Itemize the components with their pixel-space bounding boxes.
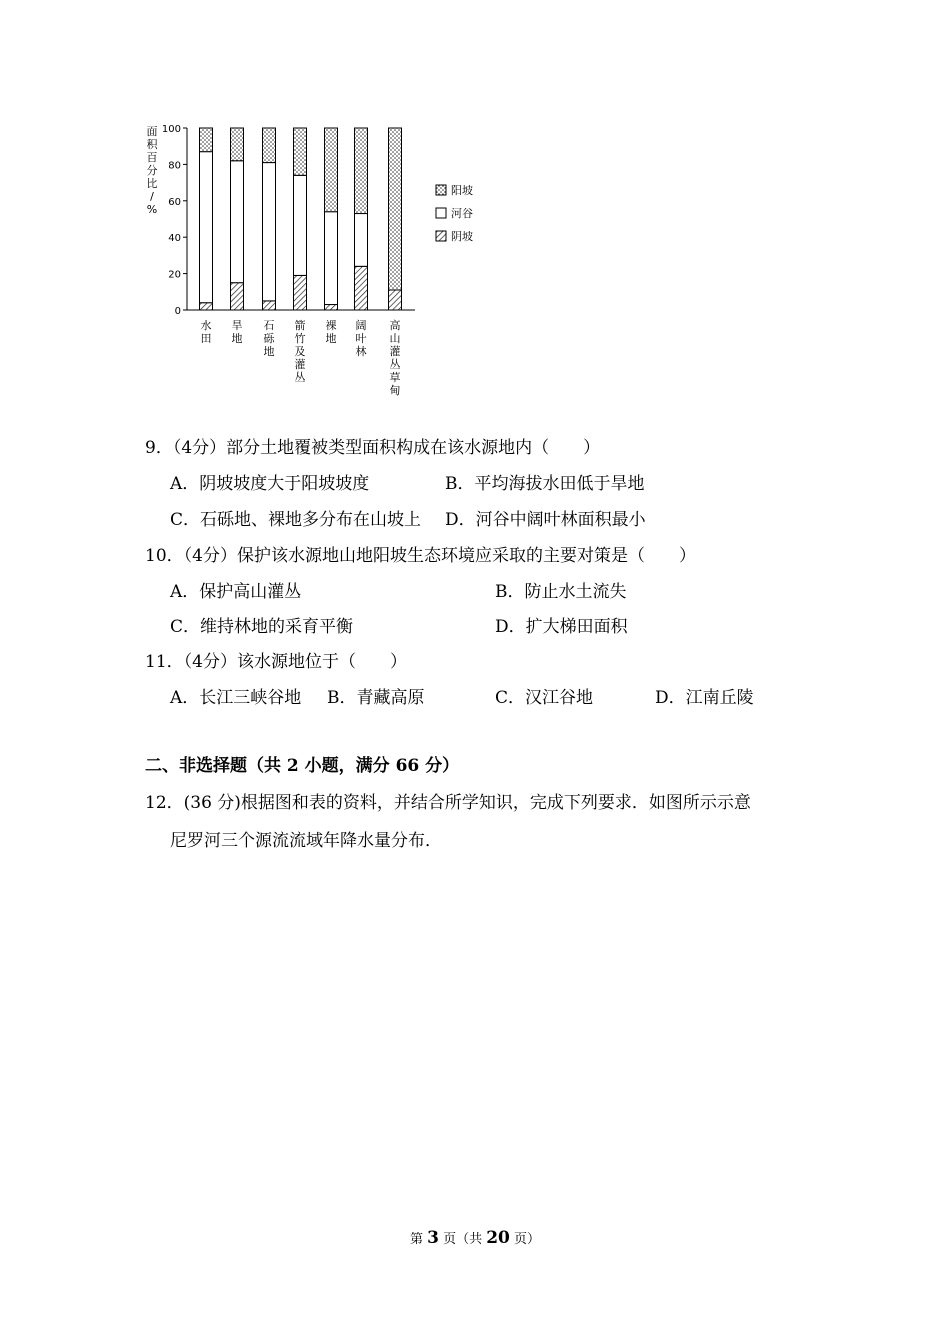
svg-text:地: 地 bbox=[263, 345, 275, 358]
y-tick-label: 20 bbox=[168, 269, 181, 281]
svg-text:灌: 灌 bbox=[294, 358, 306, 371]
y-tick-label: 100 bbox=[161, 124, 181, 135]
question-10-option-d: D．扩大梯田面积 bbox=[495, 617, 628, 637]
question-10-option-b: B．防止水土流失 bbox=[495, 582, 627, 602]
y-axis-label-char: 面 bbox=[146, 125, 158, 138]
bar-segment bbox=[355, 214, 368, 267]
y-tick-label: 60 bbox=[168, 196, 181, 208]
question-11-option-d: D．江南丘陵 bbox=[655, 688, 754, 708]
svg-text:水: 水 bbox=[200, 319, 212, 332]
svg-text:阔: 阔 bbox=[355, 319, 367, 332]
page-footer bbox=[0, 1228, 950, 1248]
svg-text:裸: 裸 bbox=[325, 319, 337, 332]
bar-segment bbox=[263, 128, 276, 163]
y-axis-label-char: 比 bbox=[146, 177, 158, 190]
svg-text:山: 山 bbox=[389, 332, 401, 345]
svg-text:地: 地 bbox=[325, 332, 337, 345]
bar-segment bbox=[231, 283, 244, 310]
x-tick-label bbox=[356, 318, 367, 358]
svg-text:竹: 竹 bbox=[294, 332, 306, 345]
x-tick-label bbox=[295, 318, 306, 384]
bar-segment bbox=[294, 275, 307, 310]
question-10-stem: 10．（4分）保护该水源地山地阳坡生态环境应采取的主要对策是（ ） bbox=[145, 546, 696, 566]
footer-page-number: 3 bbox=[427, 1228, 439, 1248]
bar-segment bbox=[355, 266, 368, 310]
bar-segment bbox=[325, 128, 338, 212]
bar-segment bbox=[231, 128, 244, 161]
bar-segment bbox=[325, 212, 338, 305]
legend-swatch bbox=[436, 208, 446, 218]
svg-text:灌: 灌 bbox=[389, 345, 401, 358]
bar-segment bbox=[200, 128, 213, 152]
x-tick-label bbox=[201, 318, 212, 345]
y-axis-label-char: 百 bbox=[146, 151, 158, 164]
y-tick-label: 40 bbox=[168, 233, 181, 245]
svg-text:草: 草 bbox=[389, 371, 401, 384]
footer-pre: 第 bbox=[409, 1232, 428, 1247]
y-axis-label bbox=[147, 125, 159, 216]
footer-post: 页） bbox=[509, 1232, 541, 1247]
svg-text:及: 及 bbox=[294, 345, 306, 358]
bar-segment bbox=[355, 128, 368, 214]
question-9-stem: 9．（4分）部分土地覆被类型面积构成在该水源地内（ ） bbox=[145, 438, 601, 458]
question-9-option-c: C．石砾地、裸地多分布在山坡上 bbox=[170, 510, 422, 530]
bar-segment bbox=[325, 305, 338, 310]
svg-text:砾: 砾 bbox=[263, 332, 275, 345]
bar-segment bbox=[231, 161, 244, 283]
y-tick-label: 80 bbox=[168, 160, 181, 172]
bar-segment bbox=[389, 128, 402, 290]
question-10-option-c: C．维持林地的采育平衡 bbox=[170, 617, 354, 637]
svg-text:甸: 甸 bbox=[389, 384, 401, 397]
svg-text:地: 地 bbox=[231, 332, 243, 345]
bar-segment bbox=[263, 163, 276, 301]
y-axis-label-char: 分 bbox=[146, 164, 158, 177]
bar-segment bbox=[294, 175, 307, 275]
bar-segment bbox=[389, 290, 402, 310]
question-11-option-b: B．青藏高原 bbox=[327, 688, 425, 708]
y-tick-label: 0 bbox=[174, 306, 181, 317]
svg-text:高: 高 bbox=[389, 319, 401, 332]
land-cover-chart bbox=[140, 115, 500, 405]
bar-segment bbox=[200, 303, 213, 310]
question-10-option-a: A．保护高山灌丛 bbox=[170, 582, 302, 602]
svg-text:石: 石 bbox=[263, 319, 275, 332]
legend-label: 阳坡 bbox=[451, 184, 473, 197]
bar-segment bbox=[200, 152, 213, 303]
svg-text:田: 田 bbox=[200, 332, 212, 345]
x-tick-label bbox=[326, 319, 337, 345]
bar-segment bbox=[263, 301, 276, 310]
legend-swatch bbox=[436, 185, 446, 195]
svg-text:丛: 丛 bbox=[294, 371, 306, 384]
x-tick-label bbox=[390, 318, 401, 397]
x-tick-label bbox=[264, 319, 276, 358]
svg-text:林: 林 bbox=[355, 345, 367, 358]
legend-label: 河谷 bbox=[451, 207, 473, 220]
section-2-title: 二、非选择题（共 2 小题，满分 66 分） bbox=[145, 756, 460, 776]
footer-total-pages: 20 bbox=[486, 1228, 510, 1248]
legend-swatch bbox=[436, 231, 446, 241]
question-11-stem: 11．（4分）该水源地位于（ ） bbox=[145, 652, 407, 672]
question-12-line2: 尼罗河三个源流流域年降水量分布． bbox=[170, 831, 442, 851]
y-axis-label-char: 积 bbox=[146, 138, 158, 151]
question-12-line1: 12．(36 分)根据图和表的资料，并结合所学知识，完成下列要求．如图所示示意 bbox=[145, 793, 751, 813]
question-9-option-a: A．阴坡坡度大于阳坡坡度 bbox=[170, 474, 370, 494]
legend-label: 阴坡 bbox=[451, 230, 473, 243]
svg-text:叶: 叶 bbox=[355, 332, 367, 345]
svg-text:旱: 旱 bbox=[231, 319, 243, 332]
y-axis-label-char: / bbox=[150, 190, 154, 203]
question-11-option-a: A．长江三峡谷地 bbox=[170, 688, 302, 708]
y-axis-label-char: % bbox=[146, 203, 158, 216]
x-tick-label bbox=[232, 319, 243, 345]
svg-text:箭: 箭 bbox=[294, 319, 306, 332]
question-9-option-b: B．平均海拔水田低于旱地 bbox=[445, 474, 645, 494]
bar-segment bbox=[294, 128, 307, 175]
question-11-option-c: C．汉江谷地 bbox=[495, 688, 594, 708]
svg-text:丛: 丛 bbox=[389, 358, 401, 371]
footer-mid: 页（共 bbox=[438, 1232, 487, 1247]
question-9-option-d: D．河谷中阔叶林面积最小 bbox=[445, 510, 646, 530]
